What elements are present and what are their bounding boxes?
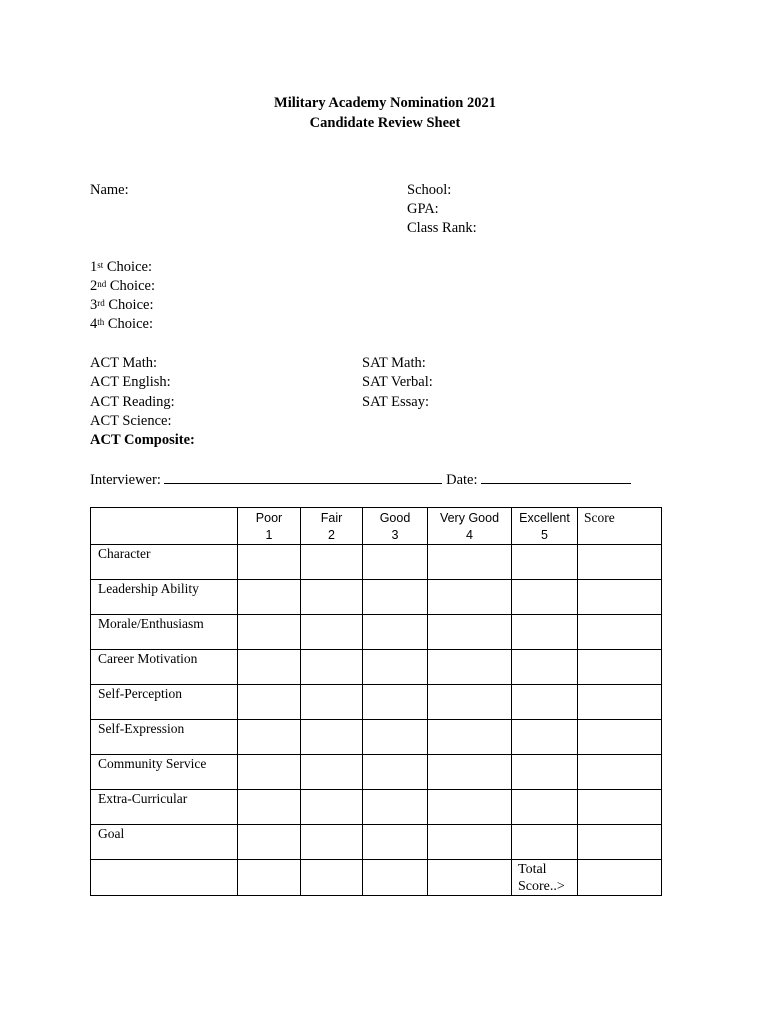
rating-cell[interactable] (428, 580, 512, 615)
total-blank-cell (238, 860, 301, 896)
rating-cell[interactable] (238, 720, 301, 755)
table-row (91, 685, 662, 720)
score-cell[interactable] (578, 825, 662, 860)
rating-cell[interactable] (363, 790, 428, 825)
rating-cell[interactable] (512, 755, 578, 790)
row-label-community: Community Service (91, 755, 238, 790)
rating-cell[interactable] (301, 825, 363, 860)
rating-cell[interactable] (301, 580, 363, 615)
date-field[interactable] (481, 469, 631, 484)
rating-cell[interactable] (363, 825, 428, 860)
school-label: School: (407, 182, 452, 198)
rating-cell[interactable] (301, 790, 363, 825)
rating-cell[interactable] (301, 685, 363, 720)
act-english-label: ACT English: (90, 374, 171, 390)
total-blank-cell (301, 860, 363, 896)
rating-cell[interactable] (238, 755, 301, 790)
form-subtitle: Candidate Review Sheet (309, 115, 461, 131)
rating-cell[interactable] (238, 790, 301, 825)
act-reading-label: ACT Reading: (90, 394, 175, 410)
rating-cell[interactable] (363, 755, 428, 790)
row-label-self-expression: Self-Expression (91, 720, 238, 755)
row-label-self-perception: Self-Perception (91, 685, 238, 720)
rating-cell[interactable] (301, 545, 363, 580)
col-poor: Poor 1 (238, 508, 301, 545)
total-blank-cell (91, 860, 238, 896)
rating-cell[interactable] (238, 545, 301, 580)
rating-cell[interactable] (512, 650, 578, 685)
table-row (91, 825, 662, 860)
sat-math-label: SAT Math: (362, 355, 426, 371)
rating-cell[interactable] (428, 790, 512, 825)
date-label: Date: (446, 472, 478, 488)
rating-cell[interactable] (512, 790, 578, 825)
interviewer-field[interactable] (164, 469, 442, 484)
name-label: Name: (90, 182, 129, 198)
rating-cell[interactable] (238, 615, 301, 650)
rating-cell[interactable] (512, 545, 578, 580)
form-title: Military Academy Nomination 2021 (274, 95, 496, 111)
table-header-row (91, 508, 662, 545)
choice-4: 4th Choice: (90, 316, 153, 332)
act-composite-label: ACT Composite: (90, 432, 195, 448)
table-row (91, 545, 662, 580)
rating-cell[interactable] (512, 685, 578, 720)
score-cell[interactable] (578, 580, 662, 615)
gpa-label: GPA: (407, 201, 439, 217)
total-score-label: Total Score..> (512, 860, 578, 896)
row-label-leadership: Leadership Ability (91, 580, 238, 615)
rating-cell[interactable] (363, 650, 428, 685)
rating-cell[interactable] (428, 825, 512, 860)
class-rank-label: Class Rank: (407, 220, 477, 236)
rating-cell[interactable] (512, 615, 578, 650)
rating-cell[interactable] (363, 720, 428, 755)
rating-cell[interactable] (301, 650, 363, 685)
rating-cell[interactable] (512, 580, 578, 615)
choice-3: 3rd Choice: (90, 297, 154, 313)
sat-verbal-label: SAT Verbal: (362, 374, 433, 390)
rating-cell[interactable] (301, 615, 363, 650)
score-cell[interactable] (578, 650, 662, 685)
score-cell[interactable] (578, 790, 662, 825)
col-score: Score (578, 508, 662, 545)
total-blank-cell (363, 860, 428, 896)
total-row (91, 860, 662, 896)
interviewer-label: Interviewer: (90, 472, 161, 488)
table-row (91, 650, 662, 685)
interviewer-row (90, 469, 631, 490)
header-blank-cell (91, 508, 238, 545)
col-good: Good 3 (363, 508, 428, 545)
sat-essay-label: SAT Essay: (362, 394, 430, 410)
act-science-label: ACT Science: (90, 413, 172, 429)
rating-cell[interactable] (238, 685, 301, 720)
score-cell[interactable] (578, 755, 662, 790)
row-label-extra-curricular: Extra-Curricular (91, 790, 238, 825)
col-excellent: Excellent 5 (512, 508, 578, 545)
row-label-goal: Goal (91, 825, 238, 860)
rating-cell[interactable] (428, 720, 512, 755)
rating-cell[interactable] (238, 580, 301, 615)
rating-cell[interactable] (363, 685, 428, 720)
rating-cell[interactable] (363, 580, 428, 615)
rating-cell[interactable] (238, 825, 301, 860)
rating-cell[interactable] (301, 755, 363, 790)
table-row (91, 720, 662, 755)
score-cell[interactable] (578, 615, 662, 650)
rating-cell[interactable] (512, 825, 578, 860)
row-label-career: Career Motivation (91, 650, 238, 685)
rating-cell[interactable] (428, 685, 512, 720)
score-cell[interactable] (578, 545, 662, 580)
rating-cell[interactable] (238, 650, 301, 685)
rating-cell[interactable] (428, 615, 512, 650)
act-math-label: ACT Math: (90, 355, 157, 371)
score-cell[interactable] (578, 685, 662, 720)
rating-cell[interactable] (428, 545, 512, 580)
table-row (91, 755, 662, 790)
col-fair: Fair 2 (301, 508, 363, 545)
choice-1: 1st Choice: (90, 259, 152, 275)
table-row (91, 790, 662, 825)
total-score-cell[interactable] (578, 860, 662, 896)
total-blank-cell (428, 860, 512, 896)
rating-cell[interactable] (428, 755, 512, 790)
row-label-morale: Morale/Enthusiasm (91, 615, 238, 650)
rating-cell[interactable] (428, 650, 512, 685)
row-label-character: Character (91, 545, 238, 580)
col-very-good: Very Good 4 (428, 508, 512, 545)
score-cell[interactable] (578, 720, 662, 755)
rating-cell[interactable] (512, 720, 578, 755)
rating-cell[interactable] (301, 720, 363, 755)
review-table (90, 507, 662, 896)
table-row (91, 615, 662, 650)
rating-cell[interactable] (363, 615, 428, 650)
rating-cell[interactable] (363, 545, 428, 580)
table-row (91, 580, 662, 615)
choice-2: 2nd Choice: (90, 278, 155, 294)
